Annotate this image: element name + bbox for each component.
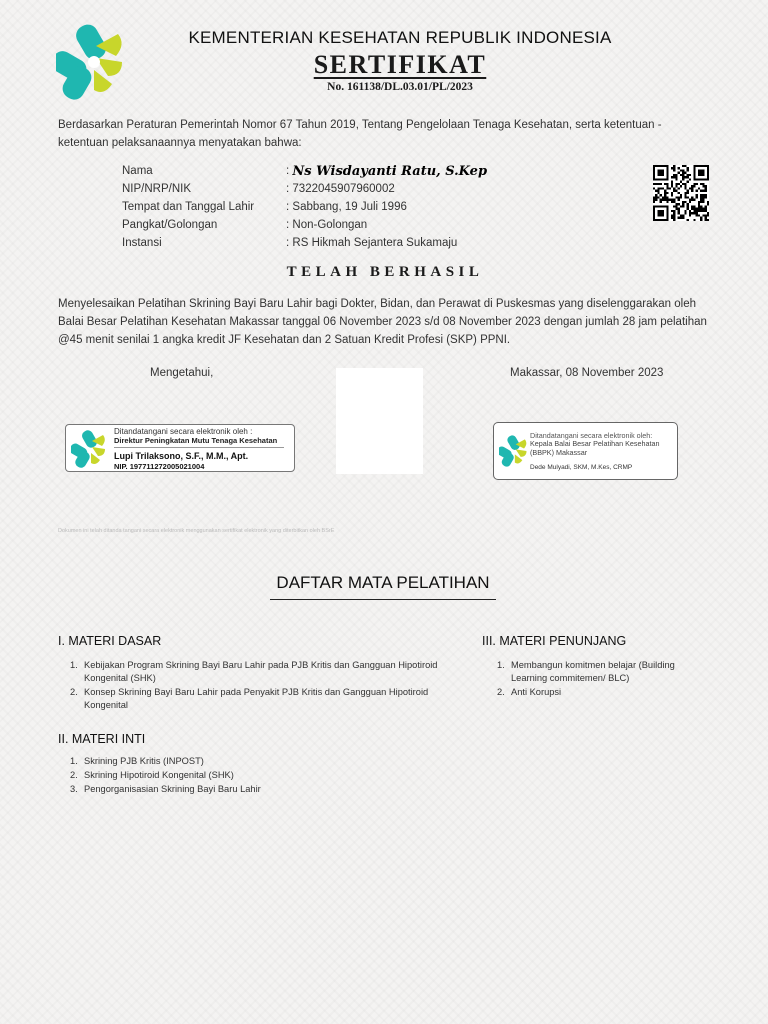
- list-item: [70, 686, 460, 712]
- section-title-penunjang: III. MATERI PENUNJANG: [482, 634, 627, 648]
- identity-row-nip: [122, 180, 622, 198]
- signer-position: Direktur Peningkatan Mutu Tenaga Kesehatan: [114, 436, 278, 445]
- identity-table: [122, 162, 622, 252]
- description-paragraph: Menyelesaikan Pelatihan Skrining Bayi Baru Lahir bagi Dokter, Bidan, dan Perawat di Puskesmas yang diselenggarakan oleh Balai Besar Pelatihan Kesehatan Makassar tanggal 06 November 2023 s/d 08 November 2023 dengan jumlah 28 jam pelatihan @45 menit senilai 1 angka kredit JF Kesehatan dan 2 Satuan Kredit Profesi (SKP) PPNI.: [58, 298, 707, 346]
- item-text: Kebijakan Program Skrining Bayi Baru Lahir pada PJB Kritis dan Gangguan Hipotiroid Kongenital (SHK): [84, 660, 438, 683]
- ministry-name: KEMENTERIAN KESEHATAN REPUBLIK INDONESIA: [188, 28, 612, 47]
- acknowledged-label: Mengetahui,: [150, 367, 214, 379]
- kemenkes-logo-icon: [499, 433, 529, 469]
- course-list-title: DAFTAR MATA PELATIHAN: [270, 573, 496, 600]
- item-number: 3.: [70, 784, 78, 794]
- section-list-inti: [70, 755, 460, 797]
- item-number: 1.: [497, 660, 505, 670]
- recipient-name: Ns Wisdayanti Ratu, S.Kep: [292, 163, 488, 179]
- list-item: [70, 769, 460, 782]
- item-number: 1.: [70, 660, 78, 670]
- certificate-number: No. 161138/DL.03.01/PL/2023: [327, 81, 473, 93]
- identity-value: Non-Golongan: [292, 219, 368, 231]
- list-item: [70, 659, 460, 685]
- intro-paragraph: Berdasarkan Peraturan Pemerintah Nomor 67 Tahun 2019, Tentang Pengelolaan Tenaga Kesehatan, serta ketentuan - ketentuan pelaksanaannya menyatakan bahwa:: [58, 119, 662, 149]
- kemenkes-logo-icon: [71, 429, 109, 469]
- identity-label: NIP/NRP/NIK: [122, 183, 192, 195]
- identity-label: Instansi: [122, 237, 162, 249]
- section-title-inti: II. MATERI INTI: [58, 732, 146, 746]
- identity-row-birth: [122, 198, 622, 216]
- identity-label: Tempat dan Tanggal Lahir: [122, 201, 255, 213]
- list-item: [497, 686, 677, 699]
- place-date: Makassar, 08 November 2023: [510, 367, 664, 379]
- separator: :: [286, 201, 290, 213]
- separator: :: [286, 183, 290, 195]
- signer-position: Kepala Balai Besar Pelatihan Kesehatan (BBPK) Makassar: [530, 439, 660, 457]
- signature-box-director: [65, 424, 295, 472]
- list-item: [70, 755, 460, 768]
- list-item: [497, 659, 677, 685]
- identity-row-rank: [122, 216, 622, 234]
- section-title-dasar: I. MATERI DASAR: [58, 634, 162, 648]
- photo-placeholder: [336, 368, 423, 474]
- separator: :: [286, 219, 290, 231]
- separator: :: [286, 237, 290, 249]
- identity-row-institution: [122, 234, 622, 252]
- identity-value: 7322045907960002: [292, 183, 395, 195]
- bsre-footnote: Dokumen ini telah ditanda tangani secara elektronik menggunakan sertifikat elektronik yang diterbitkan oleh BSrE: [58, 528, 335, 534]
- separator: :: [286, 165, 290, 177]
- item-text: Membangun komitmen belajar (Building Learning commitemen/ BLC): [511, 660, 675, 683]
- item-number: 1.: [70, 756, 78, 766]
- identity-label: Pangkat/Golongan: [122, 219, 218, 231]
- identity-label: Nama: [122, 165, 153, 177]
- signer-name: Dede Mulyadi, SKM, M.Kes, CRMP: [530, 464, 633, 471]
- certificate-title: SERTIFIKAT: [313, 50, 487, 79]
- signed-by-label: Ditandatangani secara elektronik oleh:: [530, 431, 653, 440]
- signer-name: Lupi Trilaksono, S.F., M.M., Apt.: [114, 451, 249, 461]
- identity-row-name: [122, 162, 622, 180]
- section-list-penunjang: [497, 659, 677, 700]
- identity-value: Sabbang, 19 Juli 1996: [292, 201, 407, 213]
- signature-box-head: [493, 422, 678, 480]
- item-text: Skrining Hipotiroid Kongenital (SHK): [84, 770, 234, 780]
- signer-nip: NIP. 197711272005021004: [114, 462, 205, 471]
- item-text: Pengorganisasian Skrining Bayi Baru Lahir: [84, 784, 261, 794]
- item-text: Konsep Skrining Bayi Baru Lahir pada Penyakit PJB Kritis dan Gangguan Hipotiroid Kongenital: [84, 687, 429, 710]
- success-heading: TELAH BERHASIL: [286, 264, 484, 280]
- signed-by-label: Ditandatangani secara elektronik oleh :: [114, 427, 253, 436]
- item-number: 2.: [497, 687, 505, 697]
- item-text: Skrining PJB Kritis (INPOST): [84, 756, 204, 766]
- divider: [114, 447, 284, 448]
- item-number: 2.: [70, 687, 78, 697]
- section-list-dasar: [70, 659, 460, 713]
- list-item: [70, 783, 460, 796]
- qr-code-icon: [653, 165, 709, 221]
- kemenkes-logo-icon: [56, 22, 128, 102]
- identity-value: RS Hikmah Sejantera Sukamaju: [292, 237, 458, 249]
- item-number: 2.: [70, 770, 78, 780]
- item-text: Anti Korupsi: [511, 687, 562, 697]
